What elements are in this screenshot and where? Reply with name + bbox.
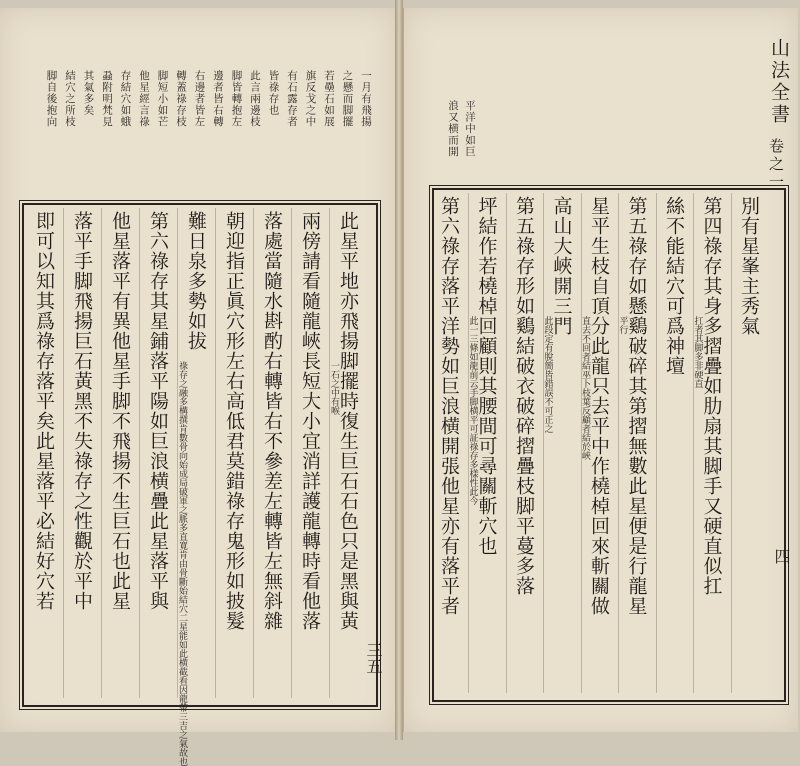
margin-note: 脚短小如芒: [156, 70, 169, 128]
body-column: 坪結作若橈棹回顧則其腰間可尋關斬穴也: [475, 196, 498, 556]
column-rule: [543, 193, 544, 693]
column-rule: [101, 208, 102, 698]
margin-note: 旗反戈之中: [304, 70, 317, 128]
inline-note: 直去不回者結巫卜枝葉反顧者結於峽: [580, 316, 590, 460]
inline-note: 平行: [617, 316, 628, 334]
body-column: 別有星峯主秀氣: [738, 196, 760, 336]
body-column: 此星平地亦飛揚脚擺時復生巨石石色只是黑與黃: [337, 211, 359, 631]
top-note: 平洋中如巨: [464, 100, 476, 158]
body-column: 第六祿存落平洋勢如巨浪横開張他星亦有落平者: [438, 196, 460, 616]
body-column: 落處當隨水斟酌右轉皆右不參差左轉皆左無斜雜: [261, 211, 283, 631]
margin-note: 一月有飛揚: [360, 70, 372, 128]
body-column: 難日泉多勢如拔: [185, 211, 207, 351]
body-column: 絲不能結穴可爲神壇: [663, 196, 685, 376]
body-column: 星平生枝自頂分此龍只去平中作橈棹回來斬關做: [588, 196, 610, 616]
margin-note: 邊者皆右轉: [212, 70, 224, 128]
body-column: 高山大峽開三門: [550, 196, 573, 336]
margin-note: 此言兩邊枝: [249, 70, 261, 128]
column-rule: [731, 193, 732, 693]
margin-note: 他星經言祿: [138, 70, 150, 128]
body-column: 他星落平有異他星手脚不飛揚不生巨石也此星: [109, 211, 131, 611]
margin-note: 皆祿存也: [267, 70, 280, 116]
body-column: 兩傍請看隨龍峽長短大小宜消詳護龍轉時看他落: [299, 211, 321, 631]
column-rule: [253, 208, 254, 698]
body-column: 第四祿存其身多摺疊如肋扇其脚手又硬直似扛: [700, 196, 723, 596]
column-rule: [468, 193, 469, 693]
margin-note: 結穴之所枝: [64, 70, 76, 128]
margin-note: 轉蓋祿存枝: [175, 70, 187, 128]
inline-note: 扛者其脚多非硬直: [692, 316, 703, 388]
right-page: [403, 8, 798, 732]
column-rule: [177, 208, 178, 698]
column-rule: [215, 208, 216, 698]
chapter-label: 卷之一: [767, 138, 785, 192]
body-column: 即可以知其爲祿存落平矣此星落平必結好穴若: [33, 211, 55, 611]
page-number-left: 三五: [364, 642, 383, 674]
column-rule: [656, 193, 657, 693]
top-note: 浪又横而開: [447, 100, 459, 158]
margin-note: 若壘石如展: [323, 70, 335, 128]
margin-note: 存結穴如蛾: [119, 70, 132, 128]
body-column: 落平手脚飛揚巨石黃黑不失祿存之性觀於平中: [71, 211, 93, 611]
column-rule: [291, 208, 292, 698]
column-rule: [618, 193, 619, 693]
column-rule: [329, 208, 330, 698]
left-page: [0, 8, 396, 766]
margin-note: 蝨附明梵見: [101, 70, 113, 128]
inline-note: 祿存之融多構撰肯數骨向始成局破軍之脈多直寬肯由骨斷始結穴二星能如此横截看因龍帶三吉之氣故也: [177, 361, 187, 766]
margin-note: 脚皆轉抱左: [230, 70, 243, 128]
margin-note: 其氣多矣: [82, 70, 95, 116]
book-gutter: [395, 0, 403, 740]
margin-note: 之懸而脚擺: [341, 70, 354, 128]
margin-note: 右邊者皆左: [193, 70, 206, 128]
column-rule: [139, 208, 140, 698]
column-rule: [581, 193, 582, 693]
margin-note: 脚自後抱向: [45, 70, 58, 128]
page-number-right: 四: [772, 548, 791, 564]
body-column: 第五祿存如懸鷄破碎其第摺無數此星便是行龍星: [625, 196, 648, 616]
column-rule: [693, 193, 694, 693]
column-rule: [63, 208, 64, 698]
margin-note: 有石露存者: [286, 70, 298, 128]
inline-note: 此段定有脫簡皆錯誤不可正之: [542, 316, 553, 433]
column-rule: [506, 193, 507, 693]
body-column: 朝迎指正眞穴形左右高低君莫錯祿存鬼形如披髮: [223, 211, 245, 631]
body-column: 第六祿存其星鋪落平陽如巨浪横疊此星落平與: [147, 211, 169, 611]
inline-note: 一石之中有喉: [329, 361, 339, 415]
inline-note: 此一三條如龍前云手脚横平可証祿存多樣性此今: [467, 316, 478, 505]
body-column: 第五祿存形如鷄結破衣破碎摺疊枝脚平蔓多落: [513, 196, 535, 596]
book-title: 山法全書: [768, 38, 790, 126]
